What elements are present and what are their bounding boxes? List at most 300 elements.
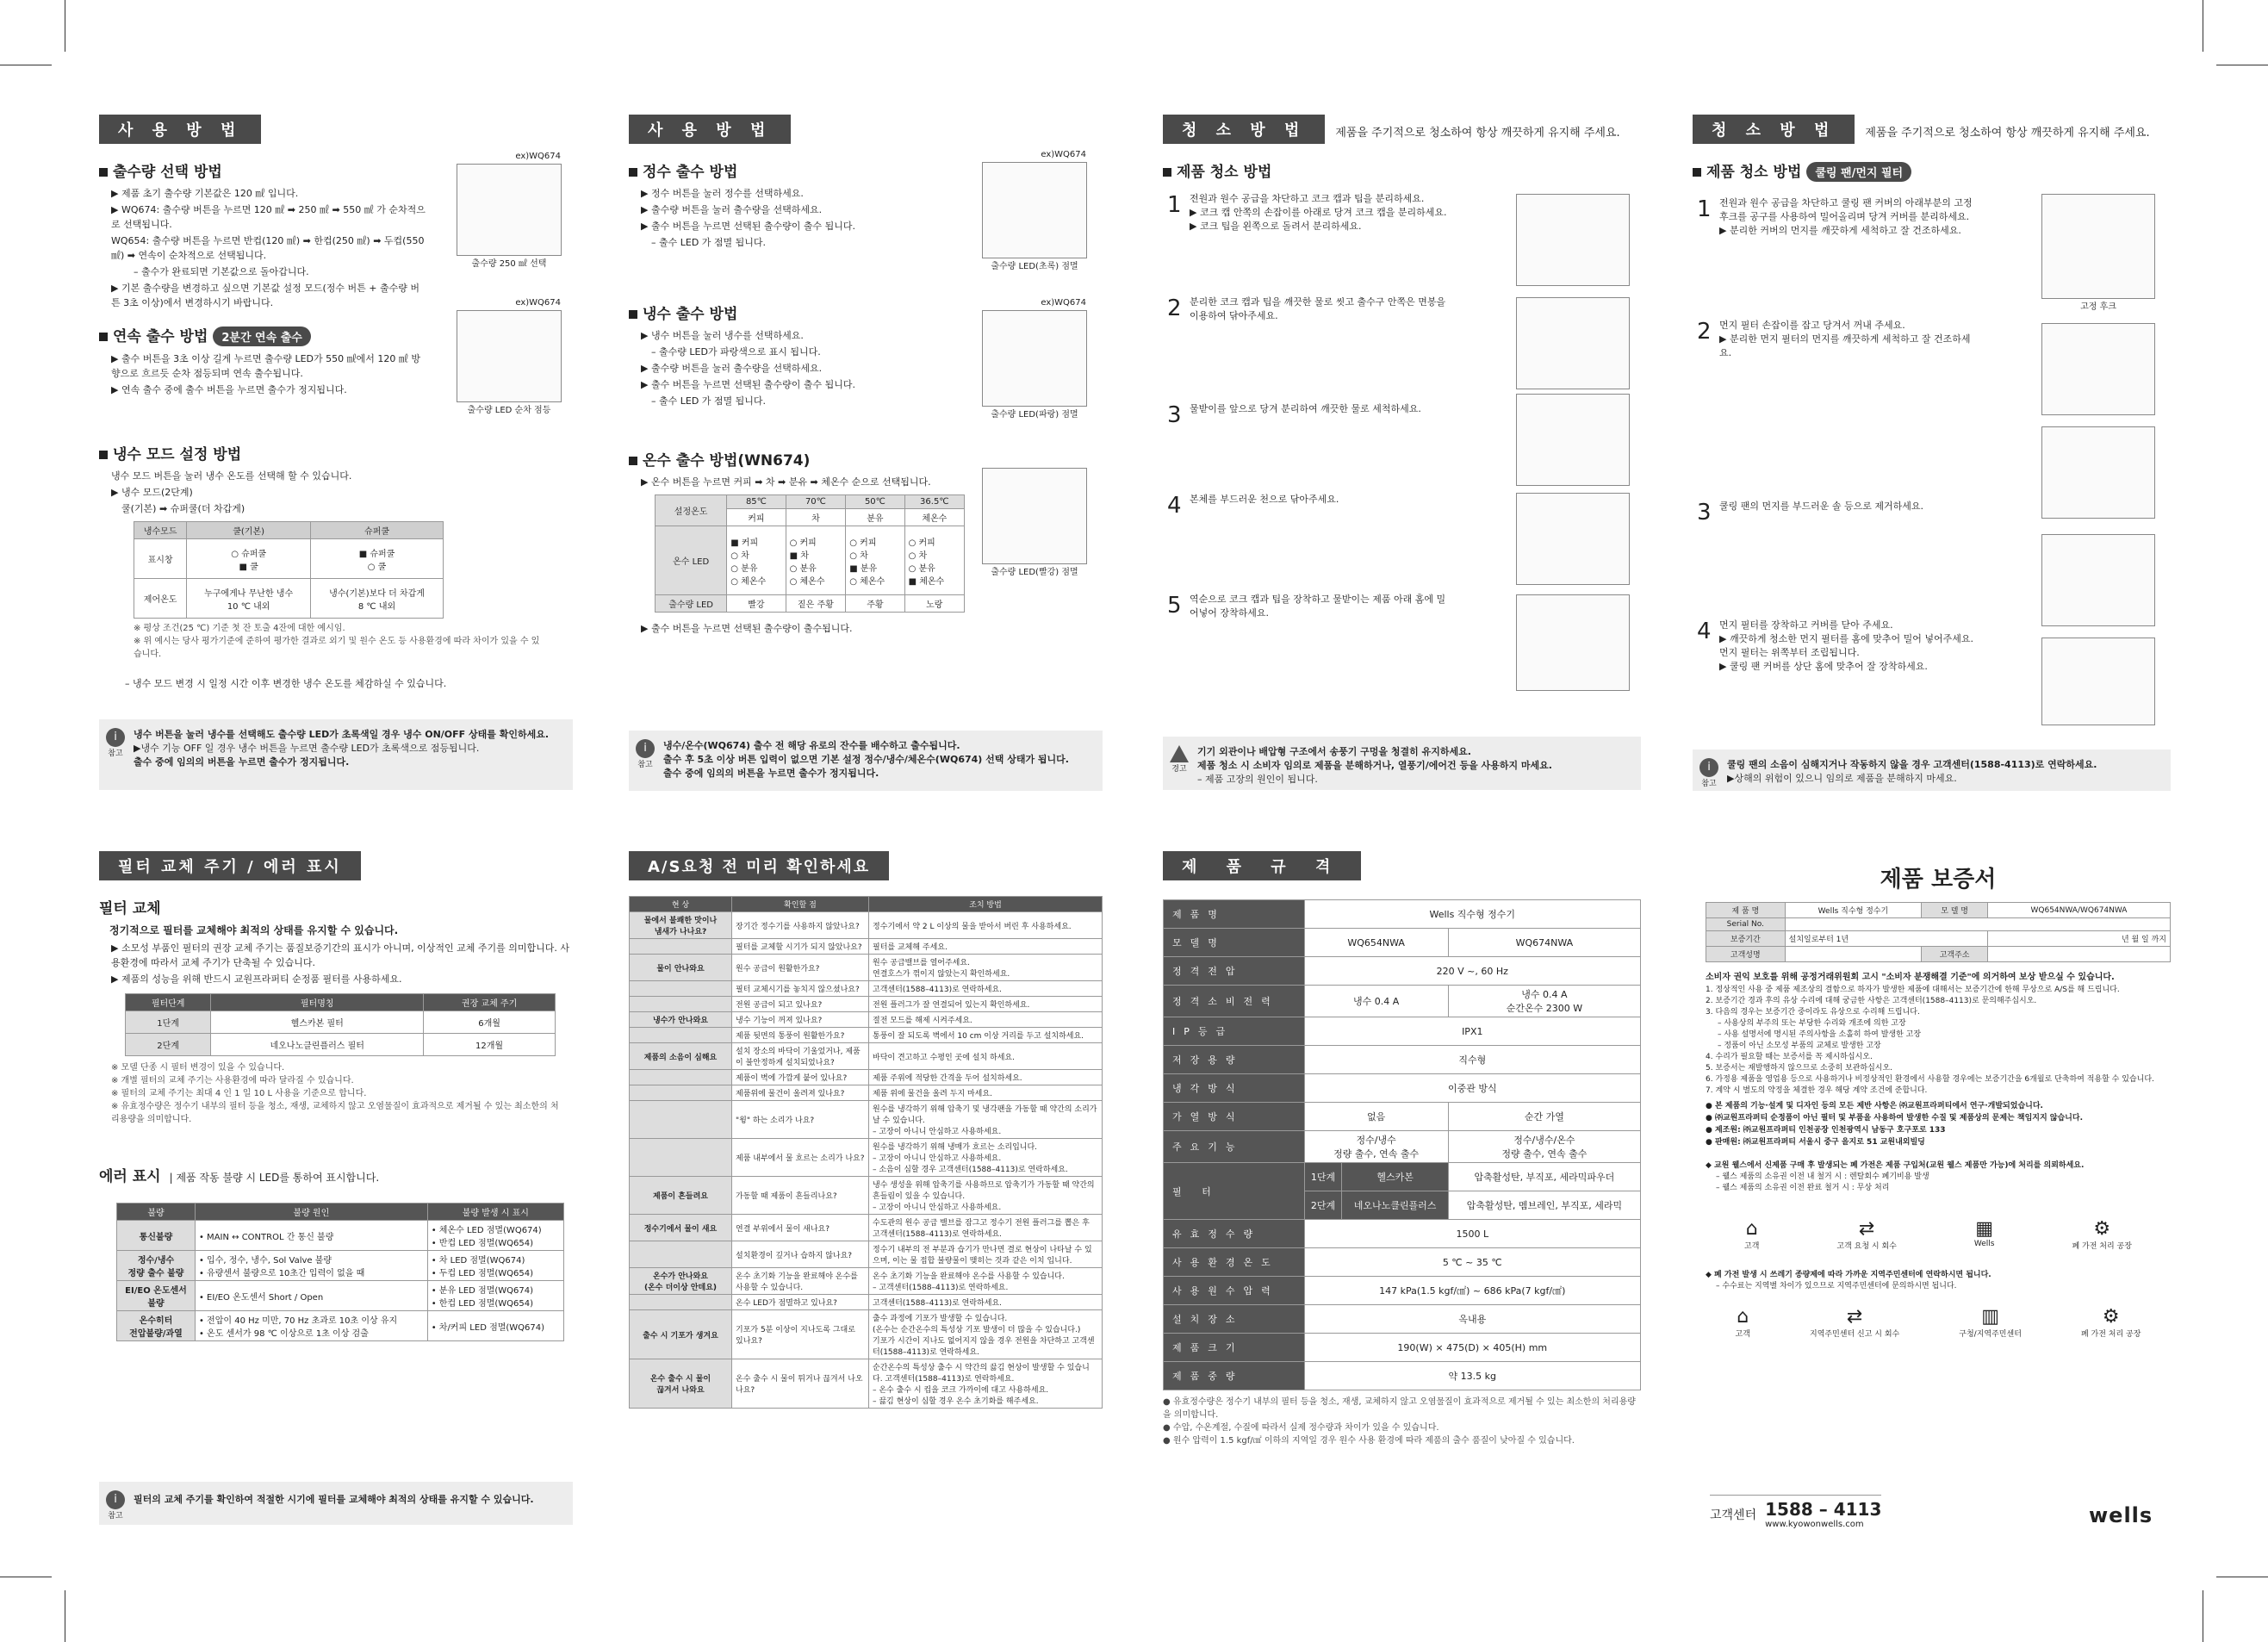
- table-cell: 물에서 불쾌한 맛이나 냄새가 나나요?: [630, 912, 732, 939]
- recycle-flow: ⌂ 고객 ⇄ 고객 요청 시 회수 ▦ Wells ⚙ 폐 가전 처리 공장: [1744, 1218, 2132, 1251]
- table-row: [630, 1028, 1103, 1043]
- table-cell: [630, 1295, 732, 1310]
- section-title: 정수 출수 방법: [629, 159, 1103, 181]
- note-text: 출수 중에 임의의 버튼을 누르면 출수가 정지됩니다.: [134, 756, 350, 768]
- panel-cleaning-2: [1693, 115, 2175, 187]
- table-cell: 전원 플러그가 잘 연결되어 있는지 확인하세요.: [869, 997, 1103, 1012]
- recycle-note: ◆ 폐 가전 발생 시 쓰레기 종량제에 따라 가까운 지역주민센터에 연락하시면 됩니다.: [1706, 1271, 1991, 1279]
- table-cell: [630, 1241, 732, 1268]
- spec-label: 제품중량: [1164, 1362, 1305, 1390]
- table-cell: 모 델 명: [1922, 903, 1988, 918]
- factory-icon: ⚙: [2093, 1218, 2111, 1240]
- spec-value: 정수/냉수 정량 출수, 연속 출수: [1304, 1131, 1448, 1163]
- page-title: 제품 보증서: [1880, 867, 1997, 893]
- table-cell: 고객센터(1588–4113)로 연락하세요.: [869, 1295, 1103, 1310]
- square-bullet-icon: [99, 451, 108, 459]
- table-cell: [1987, 947, 2170, 962]
- table-cell: • 차/커피 LED 점멸(WQ674): [427, 1311, 563, 1341]
- table-header: 필터명칭: [211, 994, 424, 1011]
- table-header: 필터단계: [126, 994, 211, 1011]
- text-line: ▶ 냉수 모드(2단계): [111, 487, 193, 498]
- table-cell: 통풍이 잘 되도록 벽에서 10 cm 이상 거리를 두고 설치하세요.: [869, 1028, 1103, 1043]
- step-number: 1: [1167, 192, 1182, 218]
- table-cell: 냉수(기본)보다 더 차갑게 8 ℃ 내외: [311, 579, 444, 619]
- text-line: ▶ 출수량 버튼을 눌러 출수량을 선택하세요.: [641, 363, 823, 374]
- cleaning-illustration: [1516, 394, 1630, 486]
- header-note: 제품을 주기적으로 청소하여 항상 깨끗하게 유지해 주세요.: [1865, 127, 2150, 140]
- table-cell: 통신불량: [117, 1221, 196, 1251]
- text-line: 냉수 모드 버튼을 눌러 냉수 온도를 선택해 할 수 있습니다.: [111, 470, 352, 482]
- table-cell: 출수 시 기포가 생겨요: [630, 1310, 732, 1359]
- table-cell: 70℃: [786, 495, 846, 509]
- spec-label: 헬스카본: [1342, 1163, 1448, 1191]
- table-header: 확인할 점: [732, 897, 869, 912]
- spec-label: 가열방식: [1164, 1103, 1305, 1131]
- step-number: 5: [1167, 593, 1182, 619]
- recycle-note-sub: – 웰스 제품의 소유권 이전 내 철거 시 : 렌탈회수 폐기비용 발생: [1716, 1172, 1929, 1181]
- text-line: – 출수가 완료되면 기본값으로 돌아갑니다.: [134, 266, 309, 277]
- text-line: ▶ WQ674: 출수량 버튼을 누르면 120 ㎖ ➡ 250 ㎖ ➡ 550 ㎖ 가 순차적으로 선택됩니다.: [111, 204, 426, 230]
- table-row: [630, 1070, 1103, 1085]
- table-row: [630, 939, 1103, 955]
- table-cell: 냉수 기능이 꺼져 있나요?: [732, 1012, 869, 1028]
- table-row: [630, 1215, 1103, 1241]
- table-cell: 85℃: [727, 495, 786, 509]
- table-row: [630, 997, 1103, 1012]
- table-cell: 제품위에 물건이 올려져 있나요?: [732, 1085, 869, 1101]
- text-line: ▶ 제품 초기 출수량 기본값은 120 ㎖ 입니다.: [111, 188, 299, 199]
- step: [1167, 192, 1451, 233]
- warranty-items: [1706, 985, 2171, 1097]
- section-title: 제품 청소 방법: [1163, 159, 1645, 181]
- warranty-lead: 소비자 권익 보호를 위해 공정거래위원회 고시 "소비자 분쟁해결 기준"에 의거하여 보상 받으실 수 있습니다.: [1706, 973, 2115, 982]
- footnote: ● 유효정수량은 정수기 내부의 필터 등을 청소, 재생, 교체하지 않고 오염물질이 효과적으로 제거될 수 있는 최소한의 처리용량을 의미합니다.: [1163, 1397, 1636, 1420]
- table-cell: 제품이 벽에 가깝게 붙어 있나요?: [732, 1070, 869, 1085]
- panel-as-check: [629, 851, 1103, 1409]
- spec-value: 약 13.5 kg: [1304, 1362, 1640, 1390]
- table-cell: • MAIN ↔ CONTROL 간 통신 불량: [195, 1221, 427, 1251]
- table-cell: 정수기에서 약 2 L 이상의 물을 받아서 버린 후 사용하세요.: [869, 912, 1103, 939]
- table-row: [630, 1012, 1103, 1028]
- table-cell: 가동할 때 제품이 흔들리나요?: [732, 1177, 869, 1215]
- table-cell: • 전압이 40 Hz 미만, 70 Hz 초과로 10초 이상 유지 • 온도 센서가 98 ℃ 이상으로 1초 이상 검출: [195, 1311, 427, 1341]
- table-cell: 물이 안나와요: [630, 955, 732, 981]
- table-cell: 빨강: [727, 595, 786, 613]
- step-number: 3: [1697, 500, 1712, 526]
- table-cell: 설치일로부터 1년: [1785, 931, 1987, 947]
- table-cell: 2단계: [126, 1034, 211, 1056]
- panel-warranty: [1706, 861, 2171, 1339]
- spec-value: 순간 가열: [1448, 1103, 1640, 1131]
- table-cell: 장기간 정수기를 사용하지 않았나요?: [732, 912, 869, 939]
- table-cell: 설정온도: [656, 495, 727, 526]
- section-header: 사 용 방 법: [629, 115, 791, 144]
- display-illustration: [982, 150, 1087, 271]
- table-cell: [630, 981, 732, 997]
- note-text: 냉수 버튼을 눌러 냉수를 선택해도 출수량 LED가 초록색일 경우 냉수 ON/OFF 상태를 확인하세요.: [134, 729, 550, 740]
- warranty-item: 5. 보증서는 재발행하지 않으므로 소중히 보관하십시오.: [1706, 1064, 1893, 1073]
- spec-value: 1500 L: [1304, 1220, 1640, 1248]
- info-note: [99, 1482, 573, 1525]
- section-title: 온수 출수 방법(WN674): [629, 448, 1103, 470]
- table-header: 쿨(기본): [187, 522, 311, 539]
- table-row: [630, 1310, 1103, 1359]
- info-icon: i: [106, 728, 125, 747]
- table-cell: 1단계: [126, 1011, 211, 1034]
- note-label: 참고: [637, 761, 653, 769]
- table-cell: 원수를 냉각하기 위해 냉매가 흐르는 소리입니다. – 고장이 아니니 안심하고 사용하세요. – 소음이 심할 경우 고객센터(1588–4113)로 연락하세요.: [869, 1139, 1103, 1177]
- spec-value: 5 ℃ ~ 35 ℃: [1304, 1248, 1640, 1277]
- step-text: 분리한 코크 캡과 팁을 깨끗한 물로 씻고 출수구 안쪽은 면봉을 이용하여 닦아주세요.: [1190, 296, 1446, 321]
- step-text: 쿨링 팬의 먼지를 부드러운 솔 등으로 제거하세요.: [1719, 501, 1923, 512]
- spec-value: 옥내용: [1304, 1305, 1640, 1334]
- spec-label: 1단계: [1304, 1163, 1342, 1191]
- table-cell: "윙" 하는 소리가 나요?: [732, 1101, 869, 1139]
- warranty-item: 4. 수리가 필요할 때는 보증서를 꼭 제시하십시오.: [1706, 1053, 1873, 1061]
- note-text: 출수 후 5초 이상 버튼 입력이 없으면 기본 설정 정수/냉수/체온수(WQ674) 선택 상태가 됩니다.: [663, 754, 1069, 765]
- recycle-note-sub: – 수수료는 지역별 차이가 있으므로 지역주민센터에 문의하시면 됩니다.: [1716, 1282, 1957, 1291]
- step-text: 전원과 원수 공급을 차단하고 쿨링 팬 커버의 아래부분의 고정 후크를 공구를 사용하여 밀어올리며 당겨 커버를 분리하세요. ▶ 분리한 커버의 먼지를 깨끗하게 세척하고 잘 건조하세요.: [1719, 197, 1973, 236]
- spec-label: 사용원수압력: [1164, 1277, 1305, 1305]
- text-line: – 출수 LED 가 점멸 됩니다.: [651, 395, 767, 407]
- customer-center-number: 1588 – 4113: [1765, 1499, 1882, 1520]
- warranty-note: ● 판매원: ㈜교원프라퍼티 서울시 중구 을지로 51 교원내외빌딩: [1706, 1138, 1925, 1147]
- table-cell: 원수 공급이 원활한가요?: [732, 955, 869, 981]
- table-header: 불량 발생 시 표시: [427, 1204, 563, 1221]
- warning-note: [1163, 737, 1641, 790]
- step: [1167, 493, 1451, 519]
- table-cell: 보증기간: [1706, 931, 1786, 947]
- panel-filter-error: 필터 교체 주기 / 에러 표시 필터 교체 정기적으로 필터를 교체해야 최적의 상태를 유지할 수 있습니다. ▶ 소모성 부품인 필터의 권장 교체 주기는 품질보증기간의 표시가 아니며, 이상적인 교체 주기를 의미합니다. 사용환경에 따라서 교체 주기가 단축될 수 있습니다. ▶ 제품의 성능을 위해 반드시 교원프라퍼티 순정품 필터를 사용하세요. 필터단계 필터명칭 권장 교체 주기 1단계 헬스카본 필터 6개월 2단계 네오나노클린플러스 필터 12개월 ※ 모델 단종 시 필터 변경이 있을 수 있습니다. ※ 개별 필터의 교체 주기는 사용환경에 따라 달라질 수 있습니다. ※ 필터의 교체 주기는 최대 4 인 1 일 10 L 사용을 기준으로 합니다. ※ 유효정수량은 정수기 내부의 필터 등을 청소, 재생, 교체하지 않고 오염물질이 효과적으로 제거될 수 있는 최소한의 처리용량을 의미합니다. 에러 표시 | 제품 작동 불량 시 LED를 통하여 표시합니다. 불량 불량 원인 불량 발생 시 표시 통신불량 • MAIN ↔ CONTROL 간 통신 불량 • 체온수 LED 점멸(WQ674) • 반컵 LED 점멸(WQ654) 정수/냉수 정량 출수 불량 • 입수, 정수, 냉수, Sol Valve 불량 • 유량센서 불량으로 10초간 입력이 없을 때 • 차 LED 점멸(WQ674) • 두컵 LED 점멸(WQ654) EI/EO 온도센서 불량 • EI/EO 온도센서 Short / Open • 분유 LED 점멸(WQ674) • 한컵 LED 점멸(WQ654) 온수히터 전압불량/과열 • 전압이 40 Hz 미만, 70 Hz 초과로 10초 이상 유지 • 온도 센서가 98 ℃ 이상으로 1초 이상 검출 • 차/커피 LED 점멸(WQ674): [99, 851, 573, 1341]
- square-bullet-icon: [629, 457, 637, 465]
- table-cell: 절전 모드를 해제 시켜주세요.: [869, 1012, 1103, 1028]
- table-cell: 주황: [846, 595, 904, 613]
- warranty-item: 3. 다음의 경우는 보증기간 중이라도 유상으로 수리해 드립니다.: [1706, 1008, 1920, 1017]
- hot-water-table: [655, 494, 965, 613]
- text-line: ▶ 기본 출수량을 변경하고 싶으면 기본값 설정 모드(정수 버튼 + 출수량 버튼 3초 이상)에서 변경하시기 바랍니다.: [111, 283, 419, 308]
- warranty-table: [1706, 902, 2171, 962]
- warranty-item: – 사용 설명서에 명시된 주의사항을 소홀히 하여 발생한 고장: [1718, 1030, 1922, 1039]
- square-bullet-icon: [1693, 168, 1701, 177]
- square-bullet-icon: [629, 168, 637, 177]
- table-row: [630, 1295, 1103, 1310]
- table-cell: [630, 1070, 732, 1085]
- text-line: ▶ 출수 버튼을 누르면 선택된 출수량이 출수 됩니다.: [641, 221, 855, 232]
- table-cell: 연결 부위에서 물이 새나요?: [732, 1215, 869, 1241]
- text-line: ▶ 출수 버튼을 누르면 선택된 출수량이 출수 됩니다.: [641, 379, 855, 390]
- table-row: [630, 1139, 1103, 1177]
- table-header: 권장 교체 주기: [424, 994, 556, 1011]
- warranty-item: 1. 정상적인 사용 중 제품 제조상의 결함으로 하자가 발생한 제품에 대해서는 보증기간에 한해 무상으로 A/S를 해 드립니다.: [1706, 986, 2120, 994]
- table-cell: 12개월: [424, 1034, 556, 1056]
- footnote: ※ 유효정수량은 정수기 내부의 필터 등을 청소, 재생, 교체하지 않고 오염물질이 효과적으로 제거될 수 있는 최소한의 처리용량을 의미합니다.: [111, 1102, 559, 1124]
- text-line: ▶ 온수 버튼을 누르면 커피 ➡ 차 ➡ 분유 ➡ 체온수 순으로 선택됩니다.: [641, 476, 931, 488]
- spec-value: 이중관 방식: [1304, 1074, 1640, 1103]
- table-cell: Wells 직수형 정수기: [1785, 903, 1922, 918]
- table-cell: Serial No.: [1706, 918, 1786, 931]
- recycle-flow: ⌂ 고객 ⇄ 지역주민센터 신고 시 회수 ▥ 구청/지역주민센터 ⚙ 폐 가전 처리 공장: [1735, 1306, 2141, 1339]
- square-bullet-icon: [99, 168, 108, 177]
- note-text: 쿨링 팬의 소음이 심해지거나 작동하지 않을 경우 고객센터(1588-4113)로 연락하세요.: [1727, 759, 2097, 770]
- info-note: [1693, 749, 2171, 791]
- square-bullet-icon: [629, 310, 637, 319]
- footnote: ※ 모델 단종 시 필터 변경이 있을 수 있습니다.: [111, 1063, 285, 1073]
- table-row: [630, 912, 1103, 939]
- section-title: 필터 교체: [99, 900, 161, 917]
- customer-center: [1710, 1495, 1881, 1529]
- table-cell: 50℃: [846, 495, 904, 509]
- spec-value: IPX1: [1304, 1017, 1640, 1046]
- table-cell: 바닥이 견고하고 수평인 곳에 설치 하세요.: [869, 1043, 1103, 1070]
- error-table: [116, 1203, 564, 1341]
- section-title: 에러 표시: [99, 1168, 161, 1185]
- table-cell: • EI/EO 온도센서 Short / Open: [195, 1281, 427, 1311]
- table-cell: 제품의 소음이 심해요: [630, 1043, 732, 1070]
- table-cell: 온수히터 전압불량/과열: [117, 1311, 196, 1341]
- table-cell: 네오나노클린플러스 필터: [211, 1034, 424, 1056]
- table-cell: 고객성명: [1706, 947, 1786, 962]
- table-cell: 필터 교체시기를 놓치지 않으셨나요?: [732, 981, 869, 997]
- table-cell: 수도관의 원수 공급 밸브를 잠그고 정수기 전원 플러그를 뽑은 후 고객센터(1588–4113)로 연락하세요.: [869, 1215, 1103, 1241]
- truck-icon: ⇄: [1846, 1306, 1863, 1328]
- table-cell: 온수 LED: [656, 526, 727, 595]
- text-line: – 냉수 모드 변경 시 일정 시간 이후 변경한 냉수 온도를 체감하실 수 있습니다.: [125, 678, 447, 689]
- step: [1697, 619, 1981, 674]
- note-text: – 제품 고장의 원인이 됩니다.: [1197, 774, 1318, 785]
- warranty-note: ● 제조원: ㈜교원프라퍼티 인천공장 인천광역시 남동구 호구포로 133: [1706, 1126, 1946, 1135]
- table-header: 불량: [117, 1204, 196, 1221]
- table-cell: 설치 장소의 바닥이 기울었거나, 제품이 불안정하게 설치되었나요?: [732, 1043, 869, 1070]
- step-number: 2: [1167, 295, 1182, 321]
- table-cell: 차: [786, 509, 846, 526]
- figure-label: ex)WQ674: [1041, 298, 1086, 308]
- cleaning-illustration: [2041, 638, 2155, 725]
- square-bullet-icon: [99, 333, 108, 341]
- table-cell: EI/EO 온도센서 불량: [117, 1281, 196, 1311]
- table-cell: 제품이 흔들려요: [630, 1177, 732, 1215]
- square-bullet-icon: [1163, 168, 1171, 177]
- table-header: 냉수모드: [134, 522, 187, 539]
- note-text: 기기 외관이나 배압형 구조에서 송풍기 구멍을 청결히 유지하세요.: [1197, 746, 1471, 757]
- info-icon: i: [106, 1490, 125, 1509]
- table-cell: 정수/냉수 정량 출수 불량: [117, 1251, 196, 1281]
- table-row: [630, 1268, 1103, 1295]
- figure-caption: 출수량 LED(빨강) 점멸: [991, 568, 1078, 577]
- table-row: [630, 1359, 1103, 1409]
- text-line: 쿨(기본) ➡ 슈퍼쿨(더 차갑게): [121, 503, 245, 514]
- spec-label: 주요기능: [1164, 1131, 1305, 1163]
- section-title: 제품 청소 방법 쿨링 팬/먼지 필터: [1693, 159, 2175, 182]
- recycle-note: ◆ 교원 웰스에서 신제품 구매 후 발생되는 폐 가전은 제품 구입처(교원 웰스 제품만 가능)에 처리를 의뢰하세요.: [1706, 1161, 2085, 1170]
- note-text: 출수 중에 임의의 버튼을 누르면 출수가 정지됩니다.: [663, 768, 879, 779]
- text-line: ▶ 정수 버튼을 눌러 정수를 선택하세요.: [641, 188, 804, 199]
- step-text: 역순으로 코크 캡과 팁을 장착하고 물받이는 제품 아래 홈에 밀어넣어 장착하세요.: [1190, 594, 1446, 619]
- spec-value: 압축활성탄, 부직포, 세라믹파우더: [1448, 1163, 1640, 1191]
- table-cell: 제 품 명: [1706, 903, 1786, 918]
- panel-spec: [1163, 851, 1645, 1447]
- step-number: 4: [1697, 619, 1712, 644]
- step-text: 먼지 필터를 장착하고 커버를 닫아 주세요. ▶ 깨끗하게 청소한 먼지 필터를 홈에 맞추어 밀어 넣어주세요. 먼지 필터는 위쪽부터 조립됩니다. ▶ 쿨링 팬 커버를 상단 홈에 맞추어 잘 장착하세요.: [1719, 619, 1973, 672]
- section-subtitle: 제품 작동 불량 시 LED를 통하여 표시합니다.: [176, 1172, 380, 1184]
- table-cell: [630, 1139, 732, 1177]
- warranty-item: 6. 가정용 제품을 영업용 등으로 사용하거나 비정상적인 환경에서 사용할 경우에는 보증기간을 6개월로 단축하여 적용할 수 있습니다.: [1706, 1075, 2154, 1084]
- text-line: – 출수 LED 가 점멸 됩니다.: [651, 237, 767, 248]
- table-cell: 고객센터(1588–4113)로 연락하세요.: [869, 981, 1103, 997]
- figure-caption: 출수량 LED 순차 점등: [467, 406, 551, 415]
- step-number: 1: [1697, 196, 1712, 222]
- table-cell: 기포가 5분 이상이 지나도록 그대로 있나요?: [732, 1310, 869, 1359]
- table-cell: 온수 초기화 기능을 완료해야 온수를 사용할 수 있습니다. – 고객센터(1588–4113)로 연락하세요.: [869, 1268, 1103, 1295]
- text-line: WQ654: 출수량 버튼을 누르면 반컵(120 ㎖) ➡ 한컵(250 ㎖) ➡ 두컵(550 ㎖) ➡ 연속이 순차적으로 선택됩니다.: [111, 235, 425, 261]
- recycle-note-sub: – 웰스 제품의 소유권 이전 완료 철거 시 : 무상 처리: [1716, 1184, 1890, 1192]
- text-line: ▶ 냉수 버튼을 눌러 냉수를 선택하세요.: [641, 330, 804, 341]
- step-text: 전원과 원수 공급을 차단하고 코크 캡과 팁을 분리하세요. ▶ 코크 캡 안쪽의 손잡이를 아래로 당겨 코크 캡을 분리하세요. ▶ 코크 팁을 왼쪽으로 돌려서 분리하세요.: [1190, 193, 1447, 232]
- figure-label: ex)WQ674: [1041, 150, 1086, 159]
- spec-value: Wells 직수형 정수기: [1304, 900, 1640, 929]
- note-text: 필터의 교체 주기를 확인하여 적절한 시기에 필터를 교체해야 최적의 상태를 유지할 수 있습니다.: [134, 1494, 534, 1505]
- table-cell: 원수를 냉각하기 위해 압축기 및 냉각팬을 가동할 때 약간의 소리가 날 수 있습니다. – 고장이 아니니 안심하고 사용하세요.: [869, 1101, 1103, 1139]
- table-header: 불량 원인: [195, 1204, 427, 1221]
- panel-cleaning-1: [1163, 115, 1645, 186]
- table-cell: 냉수 생성을 위해 압축기를 사용하므로 압축기가 가동할 때 약간의 흔들림이 있을 수 있습니다. – 고장이 아니니 안심하고 사용하세요.: [869, 1177, 1103, 1215]
- spec-label: 정격소비전력: [1164, 986, 1305, 1017]
- section-header: A/S요청 전 미리 확인하세요: [629, 851, 889, 880]
- section-header: 청 소 방 법: [1163, 115, 1325, 144]
- table-header: 현 상: [630, 897, 732, 912]
- step-text: 물받이를 앞으로 당겨 분리하여 깨끗한 물로 세척하세요.: [1190, 403, 1421, 414]
- spec-value: 압축활성탄, 멤브레인, 부직포, 세라믹: [1448, 1191, 1640, 1220]
- table-cell: 순간온수의 특성상 출수 시 약간의 끓김 현상이 발생할 수 있습니다. 고객센터(1588–4113)로 연락하세요. – 온수 출수 시 컵을 코크 가까이에 대고 사용하세요. – 끓김 현상이 심할 경우 온수 초기화를 해주세요.: [869, 1359, 1103, 1409]
- section-header: 청 소 방 법: [1693, 115, 1855, 144]
- section-title: 냉수 모드 설정 방법: [99, 442, 573, 463]
- table-cell: [630, 939, 732, 955]
- cleaning-illustration: [1516, 594, 1630, 691]
- table-cell: 온수 출수 시 물이 튀거나 끊겨서 나오나요?: [732, 1359, 869, 1409]
- header-note: 제품을 주기적으로 청소하여 항상 깨끗하게 유지해 주세요.: [1335, 127, 1620, 140]
- table-cell: • 입수, 정수, 냉수, Sol Valve 불량 • 유량센서 불량으로 10초간 입력이 없을 때: [195, 1251, 427, 1281]
- figure-caption: 출수량 LED(초록) 점멸: [991, 262, 1078, 271]
- table-cell: 짙은 주황: [786, 595, 846, 613]
- table-cell: 필터를 교체해 주세요.: [869, 939, 1103, 955]
- spec-value: WQ674NWA: [1448, 929, 1640, 957]
- section-header: 사 용 방 법: [99, 115, 261, 144]
- table-cell: [1785, 947, 1922, 962]
- spec-label: 저장용량: [1164, 1046, 1305, 1074]
- spec-table: [1163, 899, 1641, 1390]
- table-cell: 분유: [846, 509, 904, 526]
- spec-value: 직수형: [1304, 1046, 1640, 1074]
- filter-table: [125, 993, 556, 1056]
- text-line: ▶ 연속 출수 중에 출수 버튼을 누르면 출수가 정지됩니다.: [111, 384, 347, 395]
- brand-logo: wells: [2089, 1503, 2153, 1527]
- as-table: [629, 896, 1103, 1409]
- spec-value: 정수/냉수/온수 정량 출수, 연속 출수: [1448, 1131, 1640, 1163]
- info-note: [99, 719, 573, 790]
- display-illustration: [457, 298, 562, 415]
- text-line: ▶ 출수량 버튼을 눌러 출수량을 선택하세요.: [641, 204, 823, 215]
- spec-label: 설치장소: [1164, 1305, 1305, 1334]
- table-cell: 제어온도: [134, 579, 187, 619]
- note-label: 경고: [1171, 765, 1187, 774]
- table-cell: 설치환경이 깊거나 습하지 않나요?: [732, 1241, 869, 1268]
- spec-label: 2단계: [1304, 1191, 1342, 1220]
- warranty-item: 7. 계약 시 별도의 약정을 체결한 경우 해당 계약 조건에 준합니다.: [1706, 1086, 1928, 1095]
- spec-label: 정격전압: [1164, 957, 1305, 986]
- table-cell: [630, 1085, 732, 1101]
- figure-caption: 출수량 250 ㎖ 선택: [471, 259, 547, 269]
- table-cell: ○ 슈퍼쿨 ■ 쿨: [187, 539, 311, 579]
- table-cell: 출수 과정에 기포가 발생할 수 있습니다. (온수는 순간온수의 특성상 기포 발생이 더 많을 수 있습니다.) 기포가 시간이 지나도 없어지지 않을 경우 전원을 차단하고 고객센터(1588–4113)로 연락하세요.: [869, 1310, 1103, 1359]
- warranty-note: ● 본 제품의 기능·설계 및 디자인 등의 모든 제반 사항은 ㈜교원프라퍼티에서 연구·개발되었습니다.: [1706, 1102, 2043, 1110]
- table-cell: ○ 커피 ■ 차 ○ 분유 ○ 체온수: [786, 526, 846, 595]
- footnote: ● 수압, 수온계절, 수질에 따라서 실제 정수량과 차이가 있을 수 있습니다.: [1163, 1423, 1439, 1433]
- table-row: [630, 1043, 1103, 1070]
- section-title: 출수량 선택 방법: [99, 159, 573, 181]
- note-text: ▶냉수 기능 OFF 일 경우 냉수 버튼을 누르면 출수량 LED가 초록색으로 점등됩니다.: [134, 743, 480, 754]
- spec-label: 냉각방식: [1164, 1074, 1305, 1103]
- step-number: 2: [1697, 319, 1712, 345]
- section-title: 연속 출수 방법 2분간 연속 출수: [99, 324, 573, 346]
- table-cell: • 체온수 LED 점멸(WQ674) • 반컵 LED 점멸(WQ654): [427, 1221, 563, 1251]
- display-illustration: [982, 298, 1087, 420]
- table-cell: 년 월 일 까지: [1987, 931, 2170, 947]
- table-cell: • 차 LED 점멸(WQ674) • 두컵 LED 점멸(WQ654): [427, 1251, 563, 1281]
- table-cell: 고객주소: [1922, 947, 1988, 962]
- cleaning-illustration: [2041, 534, 2155, 626]
- text-line: – 출수량 LED가 파랑색으로 표시 됩니다.: [651, 346, 821, 358]
- cleaning-illustration: [1516, 297, 1630, 389]
- spec-label: 사용환경온도: [1164, 1248, 1305, 1277]
- figure-caption: 출수량 LED(파랑) 점멸: [991, 410, 1078, 420]
- note-label: 참고: [108, 1512, 123, 1521]
- table-row: [630, 1241, 1103, 1268]
- display-illustration: [982, 468, 1087, 577]
- table-cell: 전원 공급이 되고 있나요?: [732, 997, 869, 1012]
- table-cell: ■ 커피 ○ 차 ○ 분유 ○ 체온수: [727, 526, 786, 595]
- warranty-note: ● ㈜교원프라퍼티 순정품이 아닌 필터 및 부품을 사용하여 발생한 수질 및 제품상의 문제는 책임지지 않습니다.: [1706, 1114, 2083, 1123]
- table-cell: ○ 커피 ○ 차 ■ 분유 ○ 체온수: [846, 526, 904, 595]
- step: [1167, 295, 1451, 323]
- spec-value: 냉수 0.4 A 순간온수 2300 W: [1448, 986, 1640, 1017]
- cleaning-illustration: [1516, 194, 1630, 286]
- badge: 쿨링 팬/먼지 필터: [1806, 162, 1911, 182]
- warranty-item: – 사용상의 부주의 또는 부당한 수리와 개조에 의한 고장: [1718, 1019, 1906, 1028]
- text-line: ▶ 제품의 성능을 위해 반드시 교원프라퍼티 순정품 필터를 사용하세요.: [111, 973, 402, 985]
- spec-value: WQ654NWA: [1304, 929, 1448, 957]
- table-row: [630, 1085, 1103, 1101]
- step: [1697, 500, 1981, 526]
- footnote: ※ 평상 조건(25 ℃) 기준 첫 잔 토출 4잔에 대한 예시임.: [134, 624, 345, 633]
- figure-label: ex)WQ674: [515, 152, 561, 161]
- table-cell: 원수 공급밸브를 열어주세요. 연결호스가 꺾이지 않았는지 확인하세요.: [869, 955, 1103, 981]
- table-cell: 제품 뒷면의 통풍이 원활한가요?: [732, 1028, 869, 1043]
- table-cell: 누구에게나 무난한 냉수 10 ℃ 내외: [187, 579, 311, 619]
- table-cell: [630, 1101, 732, 1139]
- table-cell: • 분유 LED 점멸(WQ674) • 한컵 LED 점멸(WQ654): [427, 1281, 563, 1311]
- warranty-item: – 정품이 아닌 소모성 부품의 교체로 발생한 고장: [1718, 1042, 1881, 1050]
- note-text: 냉수/온수(WQ674) 출수 전 해당 유로의 잔수를 배수하고 출수됩니다.: [663, 740, 960, 751]
- footnote: ※ 위 예시는 당사 평가기준에 준하여 평가한 결과로 외기 및 원수 온도 등 사용환경에 따라 차이가 있을 수 있습니다.: [134, 637, 540, 659]
- spec-label: 유효정수량: [1164, 1220, 1305, 1248]
- table-cell: 온수 출수 시 물이 끊겨서 나와요: [630, 1359, 732, 1409]
- office-icon: ▥: [1981, 1306, 1999, 1328]
- table-cell: 제품 위에 물건을 올려 두지 마세요.: [869, 1085, 1103, 1101]
- text-line: ▶ 출수 버튼을 3초 이상 길게 누르면 출수량 LED가 550 ㎖에서 120 ㎖ 방향으로 흐르듯 순차 점등되며 연속 출수됩니다.: [111, 353, 420, 379]
- table-row: [630, 1101, 1103, 1139]
- cleaning-illustration: [2041, 323, 2155, 415]
- table-row: [630, 955, 1103, 981]
- cleaning-illustration: [2041, 426, 2155, 519]
